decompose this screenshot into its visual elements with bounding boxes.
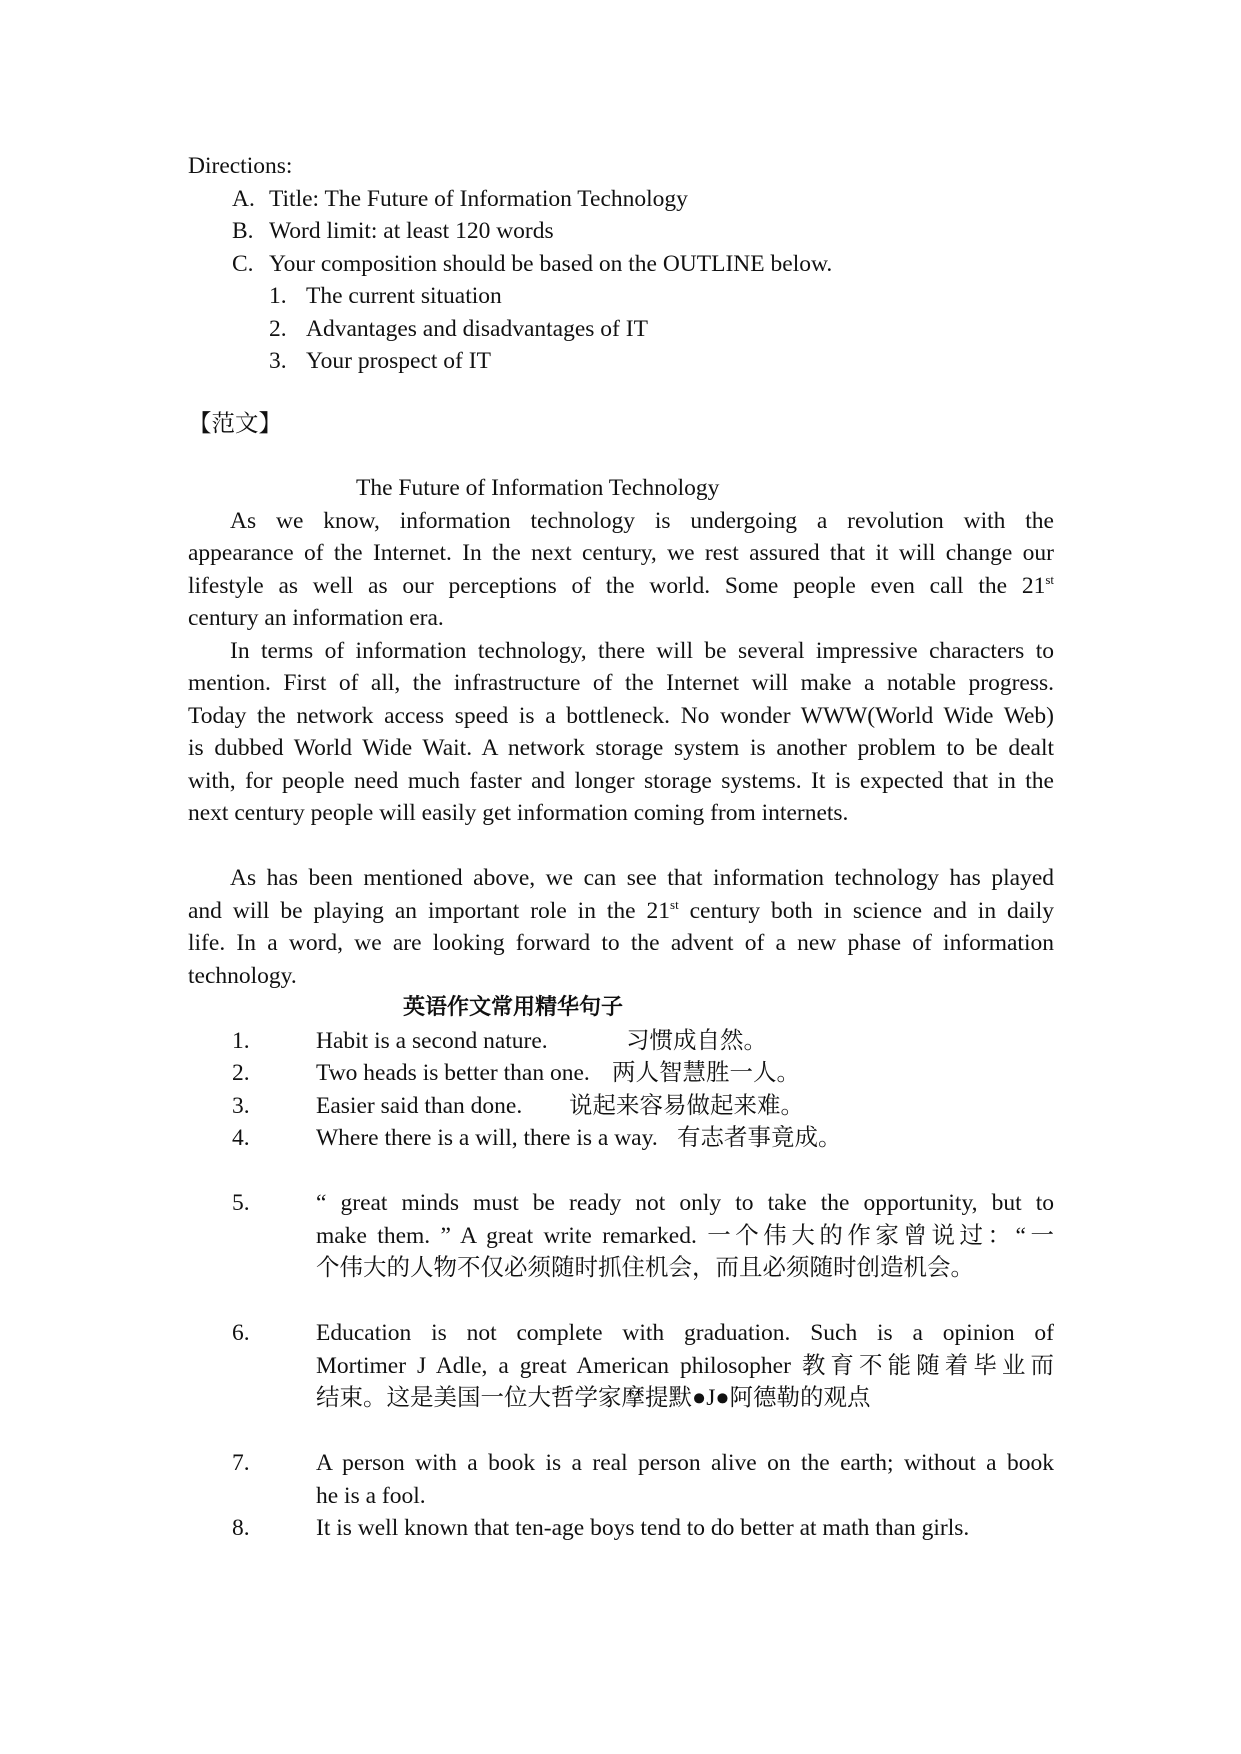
paragraph-line xyxy=(188,570,1054,603)
sentence-text xyxy=(316,1317,1054,1415)
sentence-item-3 xyxy=(232,1090,1054,1123)
sentence-text xyxy=(316,1187,1054,1285)
sentence-line: Mortimer J Adle, a great American philosopher 教育不能随着毕业而 xyxy=(316,1352,1054,1379)
sentence-text xyxy=(316,1090,1054,1123)
sentence-item-1 xyxy=(232,1025,1054,1058)
direction-item-c xyxy=(232,248,1054,281)
paragraph-line: mention. First of all, the infrastructure of the Internet will make a notable progress. xyxy=(188,670,1054,696)
direction-text: Your composition should be based on the OUTLINE below. xyxy=(269,250,833,277)
outline-text: Your prospect of IT xyxy=(306,348,491,374)
sentence-line: Education is not complete with graduation. Such is a opinion of xyxy=(316,1320,1054,1346)
directions-heading: Directions: xyxy=(188,153,293,179)
sentence-en: Habit is a second nature. xyxy=(316,1027,548,1054)
sentence-cn: 两人智慧胜一人。 xyxy=(612,1060,800,1086)
sentence-line: A person with a book is a real person alive on the earth; without a book xyxy=(316,1450,1054,1476)
outline-list xyxy=(269,280,1054,378)
essay-paragraph-1 xyxy=(188,505,1054,635)
paragraph-line xyxy=(188,895,1054,928)
sentences-title: 英语作文常用精华句子 xyxy=(403,995,624,1020)
paragraph-line: is dubbed World Wide Wait. A network storage system is another problem to be dealt xyxy=(188,735,1054,761)
sentence-line: 结束。这是美国一位大哲学家摩提默●J●阿德勒的观点 xyxy=(316,1385,871,1411)
sentence-number: 4. xyxy=(232,1125,250,1151)
essay-title: The Future of Information Technology xyxy=(356,475,720,501)
sentence-line: make them. ” A great write remarked. 一个伟大的作家曾说过：“一 xyxy=(316,1222,1054,1249)
sample-essay-label: 【范文】 xyxy=(188,410,282,437)
sentence-cn: 有志者事竟成。 xyxy=(677,1125,842,1151)
list-marker: 3. xyxy=(269,348,287,374)
paragraph-line: appearance of the Internet. In the next century, we rest assured that it will change our xyxy=(188,540,1054,566)
sentence-item-2 xyxy=(232,1057,1054,1090)
sentence-text xyxy=(316,1025,1054,1058)
sentence-text xyxy=(316,1057,1054,1090)
sentence-text xyxy=(316,1512,1054,1545)
blank-line xyxy=(188,1285,1054,1318)
sentence-en: Two heads is better than one. xyxy=(316,1060,590,1086)
sentence-number: 3. xyxy=(232,1092,250,1119)
direction-item-a xyxy=(232,183,1054,216)
direction-text: Word limit: at least 120 words xyxy=(269,218,554,244)
list-marker: 2. xyxy=(269,315,287,342)
paragraph-text: century both in science and in daily xyxy=(678,897,1054,924)
paragraph-line: century an information era. xyxy=(188,605,444,631)
sentence-cn: 习惯成自然。 xyxy=(626,1027,767,1054)
list-marker: A. xyxy=(232,185,255,212)
sentence-line: 个伟大的人物不仅必须随时抓住机会，而且必须随时创造机会。 xyxy=(316,1255,974,1281)
sentence-item-7 xyxy=(232,1447,1054,1512)
directions-list xyxy=(232,183,1054,281)
sentence-en: Where there is a will, there is a way. xyxy=(316,1125,658,1151)
sentence-line: he is a fool. xyxy=(316,1482,426,1509)
list-marker: C. xyxy=(232,250,254,277)
sentence-number: 5. xyxy=(232,1190,250,1216)
list-marker: B. xyxy=(232,218,254,244)
sentence-item-8 xyxy=(232,1512,1054,1545)
outline-item-1 xyxy=(269,280,1054,313)
outline-text: The current situation xyxy=(306,283,502,309)
sentence-item-4 xyxy=(232,1122,1054,1155)
blank-line xyxy=(188,1155,1054,1188)
sentence-cn: 说起来容易做起来难。 xyxy=(569,1092,804,1119)
paragraph-line: As has been mentioned above, we can see that information technology has played xyxy=(230,865,1054,891)
paragraph-text: lifestyle as well as our perceptions of the world. Some people even call the 21 xyxy=(188,572,1046,599)
outline-item-3 xyxy=(269,345,1054,378)
sentence-number: 2. xyxy=(232,1060,250,1086)
paragraph-line: In terms of information technology, there will be several impressive characters to xyxy=(230,637,1054,664)
outline-item-2 xyxy=(269,313,1054,346)
sentence-line: It is well known that ten-age boys tend to do better at math than girls. xyxy=(316,1515,970,1541)
paragraph-line: life. In a word, we are looking forward to the advent of a new phase of information xyxy=(188,930,1054,956)
sentence-en: Easier said than done. xyxy=(316,1092,523,1119)
sentence-line: “ great minds must be ready not only to take the opportunity, but to xyxy=(316,1190,1054,1216)
direction-item-b xyxy=(232,215,1054,248)
paragraph-line: As we know, information technology is undergoing a revolution with the xyxy=(230,507,1054,534)
paragraph-line: Today the network access speed is a bottleneck. No wonder WWW(World Wide Web) xyxy=(188,702,1054,729)
paragraph-text: and will be playing an important role in the 21 xyxy=(188,897,671,924)
document-page xyxy=(188,150,1054,1545)
paragraph-line: technology. xyxy=(188,962,297,989)
superscript: st xyxy=(670,896,679,912)
sentence-number: 6. xyxy=(232,1320,250,1346)
sentence-number: 7. xyxy=(232,1450,250,1476)
sentence-number: 8. xyxy=(232,1515,250,1541)
direction-text: Title: The Future of Information Technology xyxy=(269,185,688,212)
sentence-text xyxy=(316,1447,1054,1512)
list-marker: 1. xyxy=(269,283,287,309)
paragraph-line: next century people will easily get information coming from internets. xyxy=(188,800,849,826)
essay-paragraph-2 xyxy=(188,635,1054,830)
sentence-item-5 xyxy=(232,1187,1054,1285)
sentence-item-6 xyxy=(232,1317,1054,1415)
superscript: st xyxy=(1045,571,1054,587)
blank-line xyxy=(188,1415,1054,1448)
paragraph-line: with, for people need much faster and longer storage systems. It is expected that in the xyxy=(188,767,1054,794)
essay-paragraph-3 xyxy=(188,862,1054,992)
sentence-text xyxy=(316,1122,1054,1155)
blank-line xyxy=(188,830,1054,863)
sentence-number: 1. xyxy=(232,1027,250,1054)
outline-text: Advantages and disadvantages of IT xyxy=(306,315,648,342)
